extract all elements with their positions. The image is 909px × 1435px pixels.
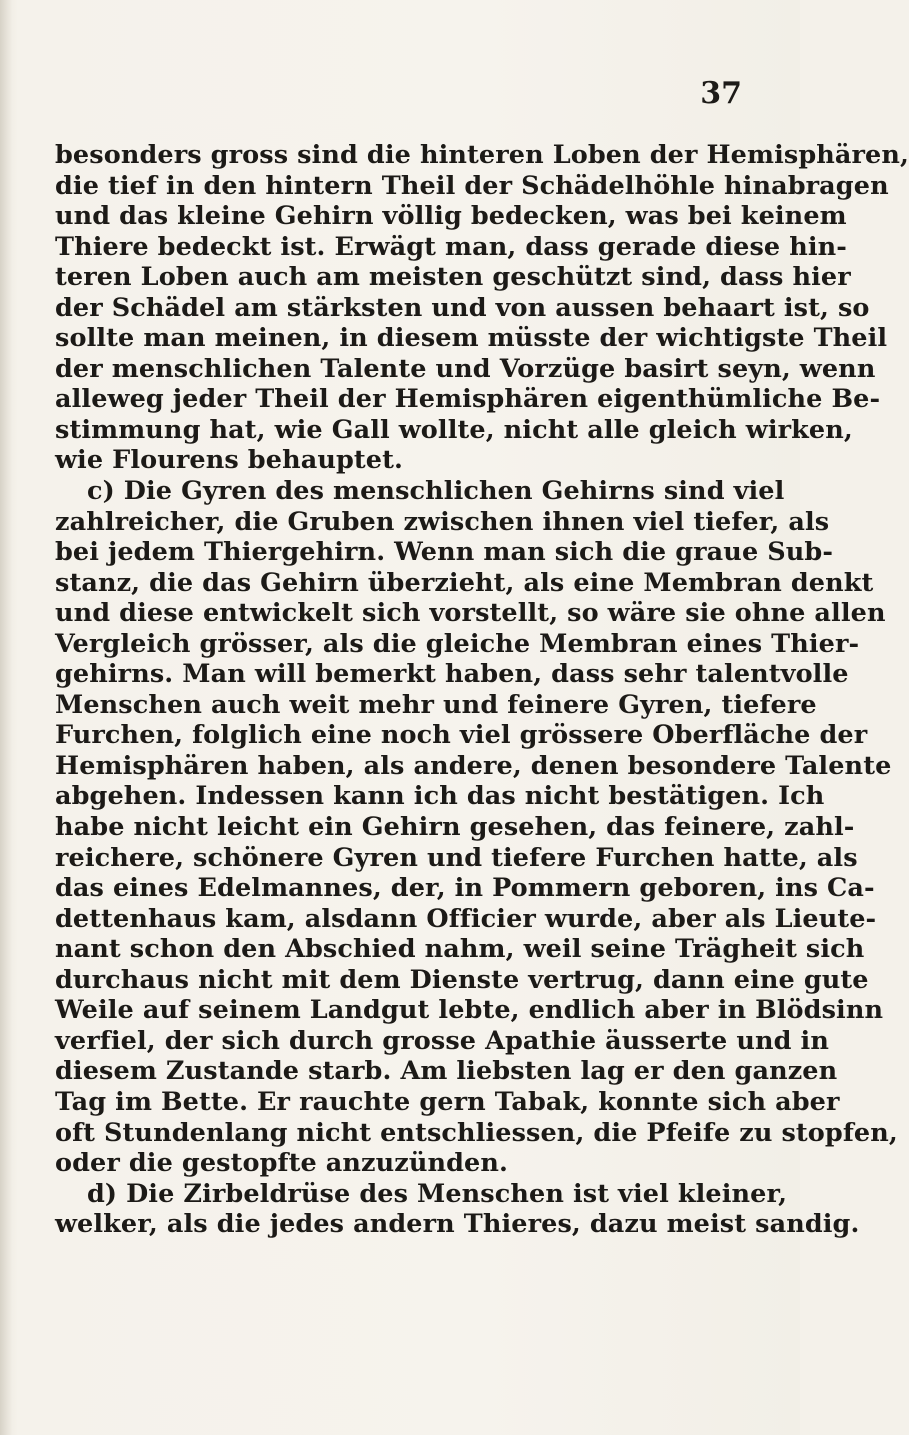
- text-line: besonders gross sind die hinteren Loben der Hemisphären,: [55, 140, 909, 170]
- text-line: habe nicht leicht ein Gehirn gesehen, das feinere, zahl-: [55, 812, 855, 843]
- body-text: [55, 140, 909, 1240]
- text-line: der menschlichen Talente und Vorzüge basirt seyn, wenn: [55, 353, 876, 384]
- text-line: gehirns. Man will bemerkt haben, dass sehr talentvolle: [55, 659, 849, 690]
- text-line: das eines Edelmannes, der, in Pommern geboren, ins Ca-: [55, 873, 875, 904]
- text-line: Tag im Bette. Er rauchte gern Tabak, konnte sich aber: [55, 1086, 840, 1117]
- text-line: und diese entwickelt sich vorstellt, so wäre sie ohne allen: [55, 598, 886, 629]
- page-number: 37: [700, 76, 742, 111]
- paragraph-start-c: c) Die Gyren des menschlichen Gehirns sind viel: [87, 476, 785, 507]
- text-line: die tief in den hintern Theil der Schädelhöhle hinabragen: [55, 170, 889, 201]
- text-line: stanz, die das Gehirn überzieht, als eine Membran denkt: [55, 567, 874, 598]
- text-line: welker, als die jedes andern Thieres, dazu meist sandig.: [55, 1209, 860, 1240]
- text-line: reichere, schönere Gyren und tiefere Furchen hatte, als: [55, 842, 858, 873]
- text-line: oder die gestopfte anzuzünden.: [55, 1148, 508, 1179]
- text-line: oft Stundenlang nicht entschliessen, die Pfeife zu stopfen,: [55, 1117, 898, 1148]
- text-line: Menschen auch weit mehr und feinere Gyren, tiefere: [55, 689, 817, 720]
- text-line: alleweg jeder Theil der Hemisphären eigenthümliche Be-: [55, 384, 881, 415]
- text-line: stimmung hat, wie Gall wollte, nicht alle gleich wirken,: [55, 414, 853, 445]
- paragraph-start-d: d) Die Zirbeldrüse des Menschen ist viel kleiner,: [87, 1178, 788, 1209]
- text-line: und das kleine Gehirn völlig bedecken, was bei keinem: [55, 201, 847, 232]
- text-line: teren Loben auch am meisten geschützt sind, dass hier: [55, 262, 851, 293]
- text-line: abgehen. Indessen kann ich das nicht bestätigen. Ich: [55, 781, 825, 812]
- text-line: Vergleich grösser, als die gleiche Membran eines Thier-: [55, 628, 860, 659]
- text-line: durchaus nicht mit dem Dienste vertrug, dann eine gute: [55, 964, 869, 995]
- text-line: Thiere bedeckt ist. Erwägt man, dass gerade diese hin-: [55, 231, 847, 262]
- text-line: zahlreicher, die Gruben zwischen ihnen viel tiefer, als: [55, 506, 830, 537]
- text-line: Hemisphären haben, als andere, denen besondere Talente: [55, 750, 892, 781]
- text-line: sollte man meinen, in diesem müsste der wichtigste Theil: [55, 323, 888, 354]
- text-line: Furchen, folglich eine noch viel grössere Oberfläche der: [55, 720, 868, 751]
- text-line: nant schon den Abschied nahm, weil seine Trägheit sich: [55, 934, 865, 965]
- text-line: wie Flourens behauptet.: [55, 445, 403, 476]
- text-line: diesem Zustande starb. Am liebsten lag er den ganzen: [55, 1056, 838, 1087]
- text-line: Weile auf seinem Landgut lebte, endlich aber in Blödsinn: [55, 995, 884, 1026]
- page-gutter: [0, 0, 12, 1435]
- text-line: bei jedem Thiergehirn. Wenn man sich die graue Sub-: [55, 537, 834, 568]
- text-line: dettenhaus kam, alsdann Officier wurde, aber als Lieute-: [55, 903, 877, 934]
- text-line: der Schädel am stärksten und von aussen behaart ist, so: [55, 292, 870, 323]
- text-line: verfiel, der sich durch grosse Apathie äusserte und in: [55, 1025, 829, 1056]
